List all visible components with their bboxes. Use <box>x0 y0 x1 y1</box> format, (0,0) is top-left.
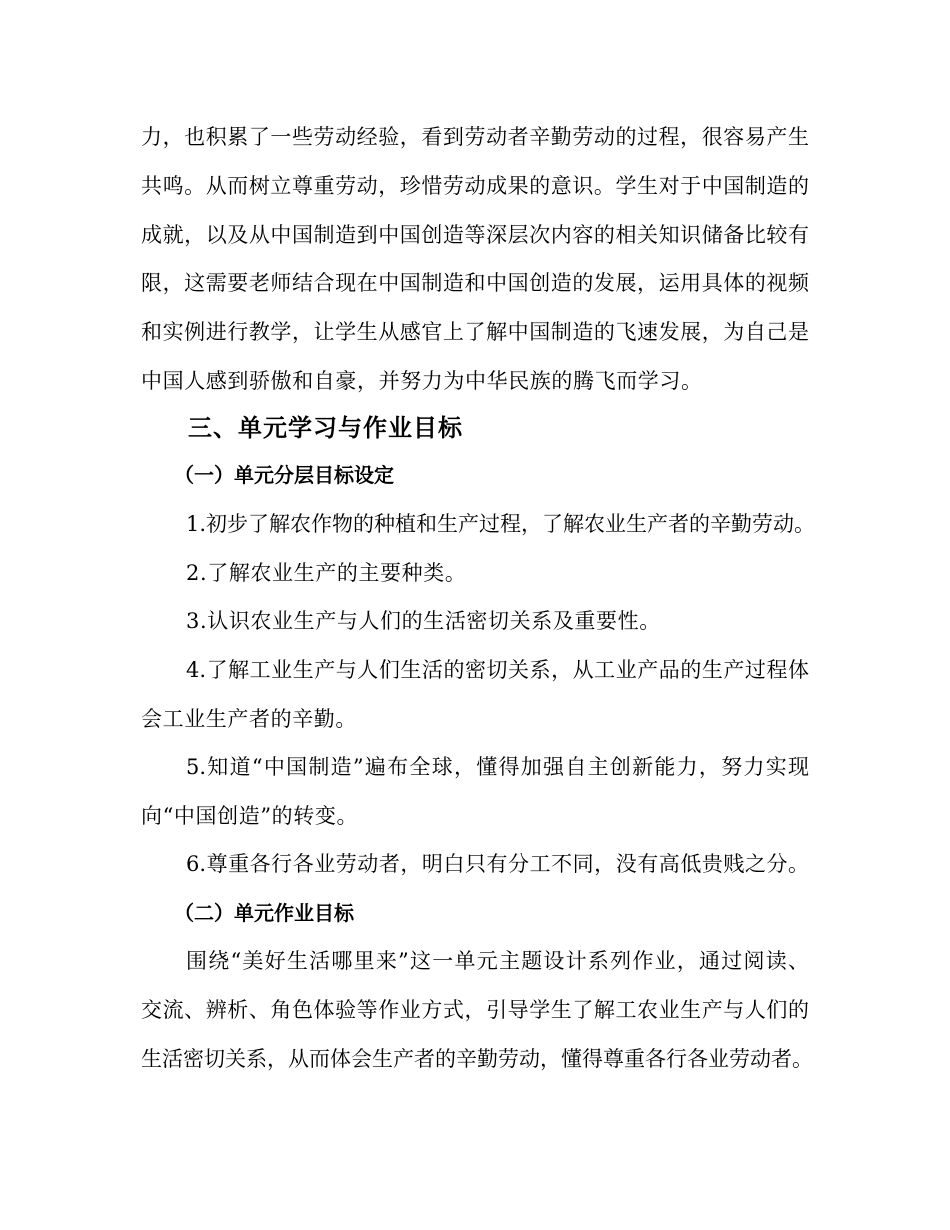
goal-item: 4.了解工业生产与人们生活的密切关系，从工业产品的生产过程体 <box>186 658 809 682</box>
subsection-heading: （二）单元作业目标 <box>174 901 354 925</box>
paragraph-line: 限，这需要老师结合现在中国制造和中国创造的发展，运用具体的视频 <box>141 271 809 295</box>
section-heading: 三、单元学习与作业目标 <box>188 414 463 442</box>
paragraph-line: 力，也积累了一些劳动经验，看到劳动者辛勤劳动的过程，很容易产生 <box>141 125 809 149</box>
paragraph-line: 围绕“美好生活哪里来”这一单元主题设计系列作业，通过阅读、 <box>186 949 809 973</box>
paragraph-line: 和实例进行教学，让学生从感官上了解中国制造的飞速发展，为自己是 <box>141 320 809 344</box>
goal-item-continued: 向“中国创造”的转变。 <box>141 804 359 828</box>
goal-item: 3.认识农业生产与人们的生活密切关系及重要性。 <box>186 609 661 633</box>
subsection-heading: （一）单元分层目标设定 <box>174 463 394 487</box>
paragraph-line: 共鸣。从而树立尊重劳动，珍惜劳动成果的意识。学生对于中国制造的 <box>141 174 809 198</box>
paragraph-line: 生活密切关系，从而体会生产者的辛勤劳动，懂得尊重各行各业劳动者。 <box>141 1047 813 1071</box>
paragraph-line: 成就，以及从中国制造到中国创造等深层次内容的相关知识储备比较有 <box>141 223 809 247</box>
goal-item: 2.了解农业生产的主要种类。 <box>186 561 467 585</box>
goal-item: 1.初步了解农作物的种植和生产过程，了解农业生产者的辛勤劳动。 <box>186 512 816 536</box>
paragraph-line: 中国人感到骄傲和自豪，并努力为中华民族的腾飞而学习。 <box>141 369 703 393</box>
goal-item-continued: 会工业生产者的辛勤。 <box>141 707 357 731</box>
goal-item: 5.知道“中国制造”遍布全球，懂得加强自主创新能力，努力实现 <box>186 755 809 779</box>
paragraph-line: 交流、辨析、角色体验等作业方式，引导学生了解工农业生产与人们的 <box>141 998 809 1022</box>
goal-item: 6.尊重各行各业劳动者，明白只有分工不同，没有高低贵贱之分。 <box>186 852 809 876</box>
